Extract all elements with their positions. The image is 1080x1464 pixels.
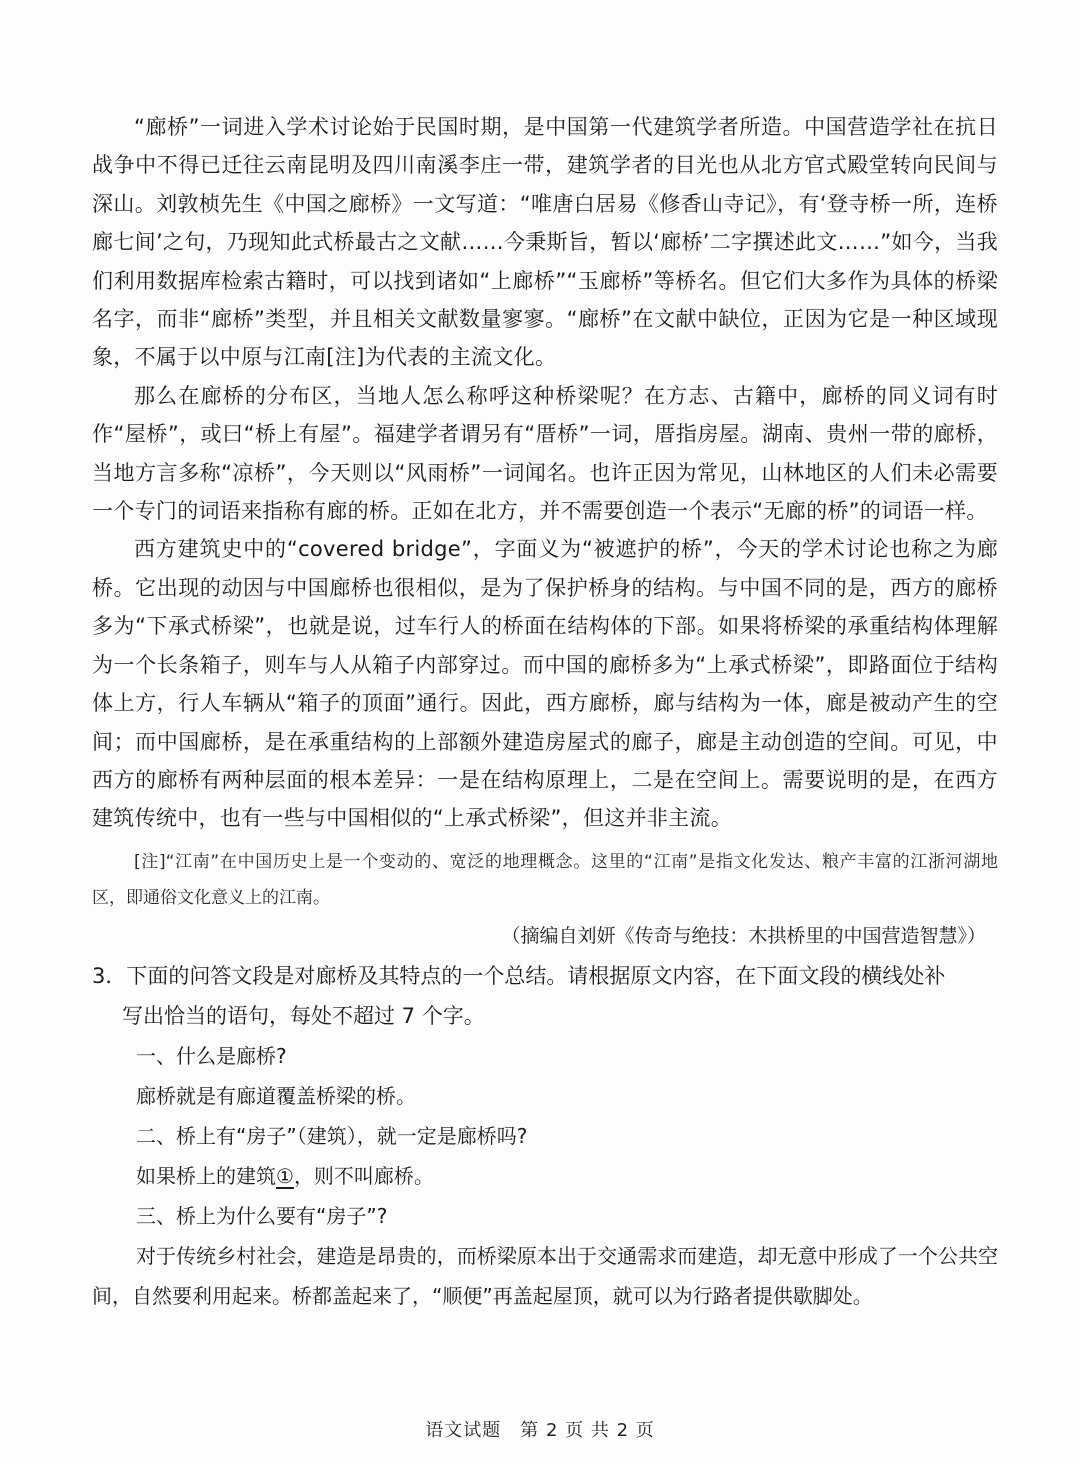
qa-answer-3: 对于传统乡村社会，建造是昂贵的，而桥梁原本出于交通需求而建造，却无意中形成了一个公共空间，自然要利用起来。桥都盖起来了，“顺便”再盖起屋顶，就可以为行路者提供歇脚处。	[92, 1243, 998, 1308]
page-footer: 语文试题 第 2 页 共 2 页	[425, 1420, 655, 1441]
qa-question-2: 二、桥上有“房子”（建筑），就一定是廊桥吗?	[136, 1123, 528, 1148]
qa-answer-2-prefix: 如果桥上的建筑	[136, 1163, 276, 1188]
article-paragraph-2: 那么在廊桥的分布区，当地人怎么称呼这种桥梁呢？在方志、古籍中，廊桥的同义词有时作“屋桥”，或曰“桥上有屋”。福建学者谓另有“厝桥”一词，厝指房屋。湖南、贵州一带的廊桥，当地方言多称“凉桥”，今天则以“风雨桥”一词闻名。也许正因为常见，山林地区的人们未必需要一个专门的词语来指称有廊的桥。正如在北方，并不需要创造一个表示“无廊的桥”的词语一样。	[92, 383, 998, 524]
question-3-line-2: 写出恰当的语句，每处不超过 7 个字。	[122, 1003, 485, 1028]
page-content	[92, 108, 998, 1316]
qa-answer-2	[92, 1156, 998, 1196]
article-source: （摘编自刘妍《传奇与绝技：木拱桥里的中国营造智慧》）	[501, 924, 986, 947]
answer-blank-1[interactable]: ①	[276, 1163, 294, 1188]
qa-question-1: 一、什么是廊桥?	[136, 1043, 287, 1068]
article-paragraph-3: 西方建筑史中的“covered bridge”，字面义为“被遮护的桥”，今天的学术讨论也称之为廊桥。它出现的动因与中国廊桥也很相似，是为了保护桥身的结构。与中国不同的是，西方的廊桥多为“下承式桥梁”，也就是说，过车行人的桥面在结构体的下部。如果将桥梁的承重结构体理解为一个长条箱子，则车与人从箱子内部穿过。而中国的廊桥多为“上承式桥梁”，即路面位于结构体上方，行人车辆从“箱子的顶面”通行。因此，西方廊桥，廊与结构为一体，廊是被动产生的空间；而中国廊桥，是在承重结构的上部额外建造房屋式的廊子，廊是主动创造的空间。可见，中西方的廊桥有两种层面的根本差异：一是在结构原理上，二是在空间上。需要说明的是，在西方建筑传统中，也有一些与中国相似的“上承式桥梁”，但这并非主流。	[92, 537, 998, 831]
article-note: [注]“江南”在中国历史上是一个变动的、宽泛的地理概念。这里的“江南”是指文化发达、粮产丰富的江浙河湖地区，即通俗文化意义上的江南。	[92, 851, 998, 908]
qa-answer-1: 廊桥就是有廊道覆盖桥梁的桥。	[136, 1083, 416, 1108]
qa-answer-2-suffix: ，则不叫廊桥。	[293, 1163, 434, 1188]
question-3-line-1: 3．下面的问答文段是对廊桥及其特点的一个总结。请根据原文内容，在下面文段的横线处补	[92, 963, 946, 988]
article-paragraph-1: “廊桥”一词进入学术讨论始于民国时期，是中国第一代建筑学者所造。中国营造学社在抗日战争中不得已迁往云南昆明及四川南溪李庄一带，建筑学者的目光也从北方官式殿堂转向民间与深山。刘敦桢先生《中国之廊桥》一文写道：“唯唐白居易《修香山寺记》，有‘登寺桥一所，连桥廊七间’之句，乃现知此式桥最古之文献……今秉斯旨，暂以‘廊桥’二字撰述此文……”如今，当我们利用数据库检索古籍时，可以找到诸如“上廊桥”“玉廊桥”等桥名。但它们大多作为具体的桥梁名字，而非“廊桥”类型，并且相关文献数量寥寥。“廊桥”在文献中缺位，正因为它是一种区域现象，不属于以中原与江南[注]为代表的主流文化。	[92, 115, 998, 370]
qa-question-3: 三、桥上为什么要有“房子”?	[136, 1203, 388, 1228]
